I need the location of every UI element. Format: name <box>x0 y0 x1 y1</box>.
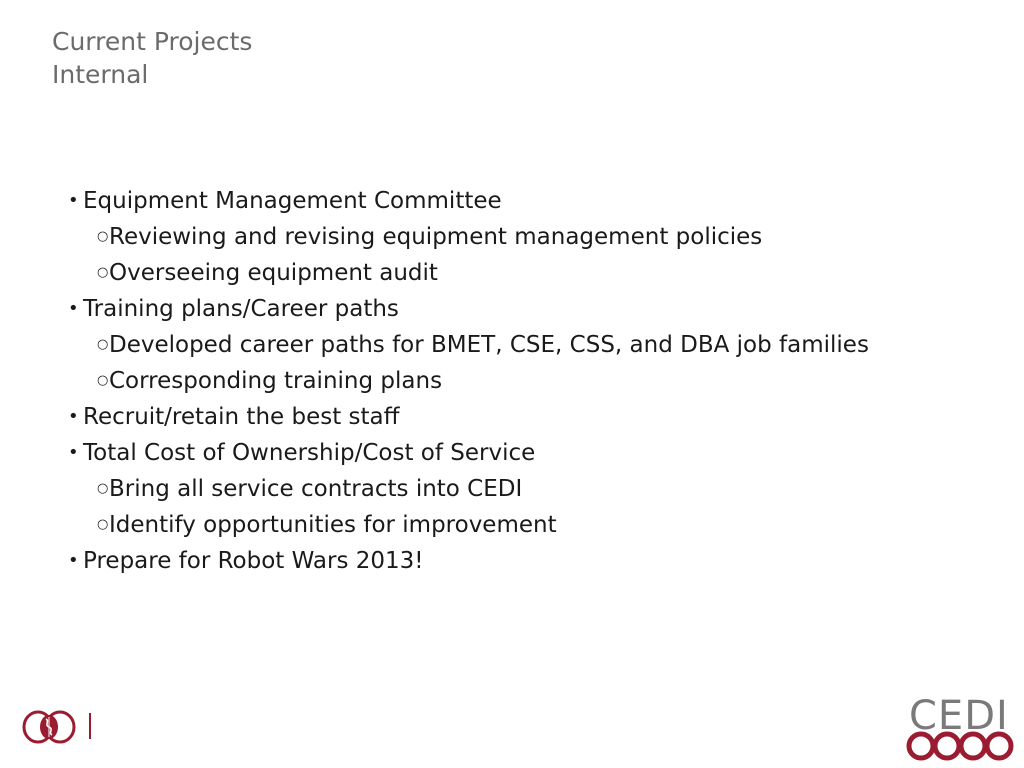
bullet-item <box>68 291 968 327</box>
cedi-logo <box>905 694 1017 764</box>
bullet-text: Prepare for Robot Wars 2013! <box>83 548 424 574</box>
sub-bullet-item <box>68 507 968 543</box>
bullet-text: Bring all service contracts into CEDI <box>109 476 523 502</box>
sub-bullet-marker: ○ <box>97 229 109 244</box>
bullet-text: Equipment Management Committee <box>83 188 502 214</box>
bullet-item <box>68 183 968 219</box>
bullet-text: Corresponding training plans <box>109 368 443 394</box>
bullet-text: Total Cost of Ownership/Cost of Service <box>83 440 536 466</box>
slide-title <box>52 25 252 91</box>
logo-divider <box>89 713 91 739</box>
bullet-text: Developed career paths for BMET, CSE, CSS, and DBA job families <box>109 332 869 358</box>
title-line-1: Current Projects <box>52 27 253 56</box>
bullet-marker: • <box>68 442 79 463</box>
bullet-item <box>68 399 968 435</box>
bullet-marker: • <box>68 550 79 571</box>
bullet-marker: • <box>68 190 79 211</box>
sub-bullet-marker: ○ <box>97 265 109 280</box>
sub-bullet-marker: ○ <box>97 337 109 352</box>
bullet-text: Recruit/retain the best staff <box>83 404 400 430</box>
bullet-list <box>68 183 968 579</box>
bullet-marker: • <box>68 406 79 427</box>
sub-bullet-item <box>68 363 968 399</box>
cedi-logo-text: CEDI <box>909 693 1009 739</box>
bullet-item <box>68 543 968 579</box>
bullet-text: Reviewing and revising equipment management policies <box>109 224 763 250</box>
bullet-item <box>68 435 968 471</box>
sub-bullet-marker: ○ <box>97 373 109 388</box>
sub-bullet-item <box>68 327 968 363</box>
bullet-marker: • <box>68 298 79 319</box>
bullet-text: Identify opportunities for improvement <box>109 512 557 538</box>
bullet-text: Overseeing equipment audit <box>109 260 438 286</box>
sub-bullet-marker: ○ <box>97 517 109 532</box>
sub-bullet-marker: ○ <box>97 481 109 496</box>
sub-bullet-item <box>68 471 968 507</box>
cs-emblem-icon <box>22 708 78 746</box>
bullet-text: Training plans/Career paths <box>83 296 399 322</box>
cedi-rings-icon <box>905 730 1017 762</box>
sub-bullet-item <box>68 219 968 255</box>
sub-bullet-item <box>68 255 968 291</box>
title-line-2: Internal <box>52 60 149 89</box>
